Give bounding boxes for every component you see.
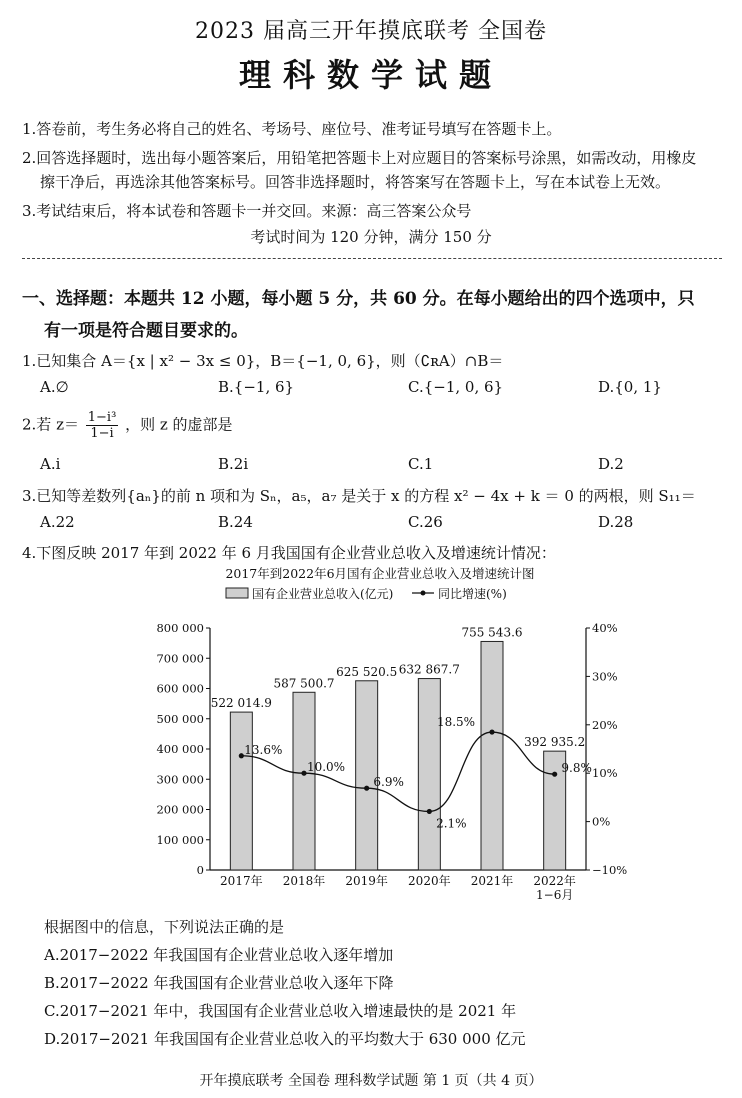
instruction-2-cont: 擦干净后，再选涂其他答案标号。回答非选择题时，将答案写在答题卡上，写在本试卷上无效。 [40, 173, 671, 191]
growth-point [427, 809, 432, 814]
question-3-option-c: C.26 [408, 513, 443, 531]
question-4-stem: 4.下图反映 2017 年到 2022 年 6 月我国国有企业营业总收入及增速统计情况： [22, 544, 556, 562]
right-axis-tick-label: 20% [592, 717, 618, 732]
instruction-1: 1.答卷前，考生务必将自己的姓名、考场号、座位号、准考证号填写在答题卡上。 [22, 120, 562, 138]
fraction-denominator: 1−i [90, 426, 114, 441]
question-1-option-c: C.{−1, 0, 6} [408, 378, 504, 396]
question-4-option-b: B.2017−2022 年我国国有企业营业总收入逐年下降 [44, 974, 394, 992]
right-axis-tick-label: 0% [592, 814, 611, 829]
instruction-3: 3.考试结束后，将本试卷和答题卡一并交回。来源：高三答案公众号 [22, 202, 472, 220]
legend-bar-swatch [226, 588, 248, 598]
x-axis-tick-label: 2022年 [533, 874, 576, 888]
growth-point-label: 13.6% [244, 742, 283, 757]
question-2-fraction [86, 410, 119, 441]
growth-point-label: 6.9% [373, 775, 404, 790]
question-3-option-b: B.24 [218, 513, 253, 531]
left-axis-tick-label: 400 000 [156, 742, 204, 756]
chart-title: 2017年到2022年6月国有企业营业总收入及增速统计图 [225, 566, 535, 581]
revenue-bar [293, 692, 315, 870]
legend-line-marker [421, 591, 426, 596]
chart-legend [226, 586, 507, 601]
question-1-option-a: A.∅ [40, 378, 69, 396]
left-axis-tick-label: 800 000 [156, 621, 204, 635]
left-axis-tick-label: 200 000 [156, 802, 204, 817]
x-axis-tick-label: 2020年 [408, 874, 451, 888]
growth-point-label: 10.0% [306, 760, 346, 775]
left-axis-tick-label: 500 000 [156, 711, 204, 726]
left-axis-tick-label: 0 [196, 863, 204, 877]
question-2-prefix: 2.若 z＝ [22, 415, 79, 434]
x-axis-tick-label: 2018年 [282, 874, 326, 888]
growth-line-path [241, 732, 554, 811]
question-3-stem: 3.已知等差数列{aₙ}的前 n 项和为 Sₙ，a₅，a₇ 是关于 x 的方程 x² − 4x + k ＝ 0 的两根，则 S₁₁＝ [22, 487, 696, 505]
left-axis-tick-label: 100 000 [156, 832, 204, 847]
revenue-bar-label: 755 543.6 [461, 625, 523, 640]
left-axis-tick-label: 600 000 [156, 681, 204, 696]
revenue-growth-chart [140, 562, 640, 902]
x-axis-tick-sublabel: 1−6月 [536, 888, 574, 902]
right-axis-tick-label: 30% [592, 669, 618, 684]
left-axis-tick-label: 300 000 [156, 772, 204, 787]
growth-point-label: 18.5% [436, 715, 476, 730]
revenue-bar [418, 679, 440, 870]
section-heading-cont: 有一项是符合题目要求的。 [44, 321, 248, 341]
revenue-bar-label: 392 935.2 [524, 735, 586, 750]
legend-bar-label: 国有企业营业总收入(亿元) [252, 587, 394, 601]
right-axis-tick-label: 10% [592, 766, 618, 781]
chart-growth-line [239, 729, 558, 814]
revenue-bar-label: 522 014.9 [210, 696, 272, 711]
right-axis-tick-label: −10% [592, 863, 628, 877]
growth-point [301, 771, 306, 776]
revenue-bar-label: 632 867.7 [398, 662, 460, 677]
growth-point [552, 772, 557, 777]
question-2-option-b: B.2i [218, 455, 249, 473]
question-4-option-d: D.2017−2021 年我国国有企业营业总收入的平均数大于 630 000 亿元 [44, 1030, 526, 1048]
question-4-prompt: 根据图中的信息，下列说法正确的是 [44, 918, 285, 936]
question-2-option-d: D.2 [598, 455, 624, 473]
revenue-bar-label: 625 520.5 [336, 664, 398, 679]
growth-point [489, 729, 494, 734]
chart-data-labels [211, 625, 592, 830]
exam-title: 理科数学试题 [238, 56, 503, 94]
revenue-bar [230, 712, 252, 870]
x-axis-tick-label: 2017年 [220, 874, 263, 888]
question-2-stem [22, 410, 233, 441]
revenue-bar [481, 641, 503, 870]
instruction-2: 2.回答选择题时，选出每小题答案后，用铅笔把答题卡上对应题目的答案标号涂黑，如需改动，用橡皮 [22, 149, 697, 167]
growth-point-label: 9.8% [561, 761, 592, 776]
growth-point [364, 786, 369, 791]
growth-point [239, 753, 244, 758]
x-axis-tick-label: 2021年 [470, 874, 514, 888]
revenue-bar-label: 587 500.7 [273, 676, 335, 691]
question-2-option-a: A.i [40, 455, 61, 473]
question-1-option-d: D.{0, 1} [598, 378, 662, 396]
exam-time-info: 考试时间为 120 分钟，满分 150 分 [250, 228, 492, 246]
question-3-option-a: A.22 [40, 513, 75, 531]
right-axis-tick-label: 40% [592, 621, 618, 635]
exam-header: 2023 届高三开年摸底联考 全国卷 [195, 19, 547, 44]
question-2-suffix: ，则 z 的虚部是 [125, 415, 233, 434]
question-1-stem: 1.已知集合 A＝{x | x² − 3x ≤ 0}，B＝{−1, 0, 6}，则（∁ʀA）∩B＝ [22, 352, 504, 370]
question-4-option-c: C.2017−2021 年中，我国国有企业营业总收入增速最快的是 2021 年 [44, 1002, 517, 1020]
section-divider [22, 258, 722, 259]
legend-line-label: 同比增速(%) [438, 587, 507, 601]
section-heading: 一、选择题：本题共 12 小题，每小题 5 分，共 60 分。在每小题给出的四个选项中，只 [22, 289, 695, 309]
fraction-numerator: 1−i³ [87, 410, 117, 425]
question-4-option-a: A.2017−2022 年我国国有企业营业总收入逐年增加 [44, 946, 394, 964]
question-1-option-b: B.{−1, 6} [218, 378, 295, 396]
page-footer: 开年摸底联考 全国卷 理科数学试题 第 1 页（共 4 页） [199, 1073, 543, 1089]
x-axis-tick-label: 2019年 [345, 874, 388, 888]
growth-point-label: 2.1% [436, 816, 467, 831]
left-axis-tick-label: 700 000 [156, 651, 204, 666]
question-2-option-c: C.1 [408, 455, 434, 473]
question-3-option-d: D.28 [598, 513, 634, 531]
